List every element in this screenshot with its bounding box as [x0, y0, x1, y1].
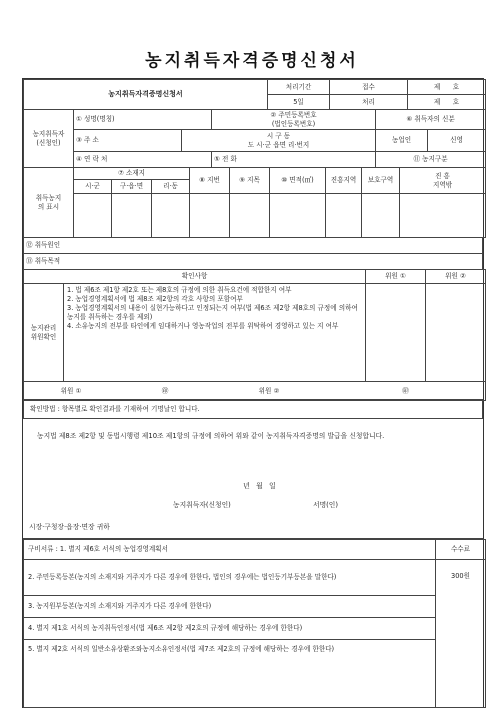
farmer-label: 농업인 [376, 130, 428, 152]
name-label: ① 성명(명칭) [74, 110, 212, 130]
receipt-no: 제 호 [408, 80, 486, 95]
sign-committee1: 위원 ① [60, 386, 82, 395]
form-name: 농지취득자격증명신청서 [24, 80, 268, 110]
committee2-label: 위원 ② [426, 270, 486, 284]
land-table [23, 167, 486, 238]
purpose-label: ⑬ 취득목적 [24, 254, 483, 270]
statement-block [23, 419, 483, 539]
process-no: 제 호 [408, 95, 486, 110]
date-line: 년 월 일 [243, 482, 278, 490]
method-text: 확인방법 : 항목별로 확인결과를 기재하여 기명날인 합니다. [24, 400, 483, 419]
header-table [23, 79, 486, 110]
fee-value: 300원 [436, 560, 486, 708]
committee1-label: 위원 ① [366, 270, 426, 284]
ri-label: 리·동 [152, 180, 190, 194]
location-label: ⑦ 소재지 [74, 168, 190, 180]
seal2-icon: ㊞ [402, 386, 409, 395]
docs-header: 구비서류 : 1. 별지 제6호 서식의 농업경영계획서 [24, 540, 436, 560]
confirm-section: 농지관리 위원확인 [24, 284, 64, 382]
confirm-table [23, 269, 486, 401]
zone3-label: 진 흥 지역밖 [400, 168, 486, 194]
applicant-section: 농지취득자 (신청인) [24, 110, 74, 168]
address-sub: 시 구 동 도 시·군 읍면 리·번지 [182, 130, 376, 152]
receipt-label: 접수 [330, 80, 408, 95]
applicant-sign-label: 농지취득자(신청인) [173, 501, 231, 509]
doc-item: 5. 별지 제2호 서식의 일반소유상환조와농지소유인정서(법 제7조 제2호의 규정에 해당하는 경우에 한한다) [24, 640, 436, 708]
gu-label: 구·읍·면 [112, 180, 152, 194]
method-table [23, 399, 483, 419]
zone2-label: 보호구역 [362, 168, 400, 194]
confirm-header: 확인사항 [24, 270, 366, 284]
doc-item: 3. 농지원부등본(농지의 소재지와 거주지가 다른 경우에 한한다) [24, 596, 436, 618]
address-label: ③ 주 소 [74, 130, 182, 152]
fee-label: 수수료 [436, 540, 486, 560]
confirm-item: 3. 농업경영계획서의 내용이 실현가능하다고 인정되는지 여부(법 제6조 제2항 제8호의 규정에 의하여 농지를 취득하는 경우를 제외) [67, 303, 358, 321]
farm-type-label: ⑪ 농지구분 [376, 152, 486, 168]
reason-label: ⑫ 취득원인 [24, 238, 483, 254]
sigun-label: 시·군 [74, 180, 112, 194]
reason-table [23, 237, 483, 270]
phone-label: ④ 연 락 처 [74, 152, 212, 168]
sign-committee2: 위원 ② [258, 386, 280, 395]
docs-table [23, 539, 486, 708]
page-title: 농지취득자격증명신청서 [145, 51, 359, 71]
application-form [22, 78, 484, 708]
confirm-item: 2. 농업경영계획서에 법 제8조 제2항의 각호 사항의 포함여부 [67, 294, 243, 303]
regno-label: ② 주민등록번호 (법인등록번호) [212, 110, 376, 130]
process-label: 처리 [330, 95, 408, 110]
period-value: 5일 [268, 95, 330, 110]
addressee: 시장·구청장·읍장·면장 귀하 [29, 523, 110, 531]
confirm-item: 4. 소유농지의 전부를 타인에게 임대하거나 영농작업의 전부를 위탁하여 경영하고 있는 지 여부 [67, 321, 339, 330]
jimok-label: ⑨ 지목 [230, 168, 270, 194]
area-label: ⑩ 면적(㎡) [270, 168, 326, 194]
confirm-item: 1. 법 제6조 제1항 제2호 또는 제8호의 규정에 의한 취득요건에 적합한지 여부 [67, 286, 292, 294]
jibun-label: ⑧ 지번 [190, 168, 230, 194]
land-section: 취득농지 의 표시 [24, 168, 74, 238]
tel-label: ⑤ 전 화 [212, 152, 376, 168]
statement-text: 농지법 제8조 제2항 및 동법시행령 제10조 제1항의 규정에 의하여 위와 같이 농지취득자격증명의 발급을 신청합니다. [37, 432, 385, 440]
doc-item: 2. 주민등록등본(농지의 소재지와 거주지가 다른 경우에 한한다, 법인의 경우에는 법인등기부등본을 말한다) [24, 560, 436, 596]
period-label: 처리기간 [268, 80, 330, 95]
confirm-items [64, 284, 366, 382]
new-label: 신영 [428, 130, 486, 152]
sign-seal-label: 서명(인) [313, 501, 339, 509]
doc-item: 4. 별지 제1호 서식의 농지취득인정서(법 제6조 제2항 제2호의 규정에 해당하는 경우에 한한다) [24, 618, 436, 640]
applicant-table [23, 109, 486, 168]
seal1-icon: ㊞ [161, 386, 169, 395]
identity-label: ⑥ 취득자의 신분 [376, 110, 486, 130]
zone1-label: 진흥지역 [326, 168, 362, 194]
